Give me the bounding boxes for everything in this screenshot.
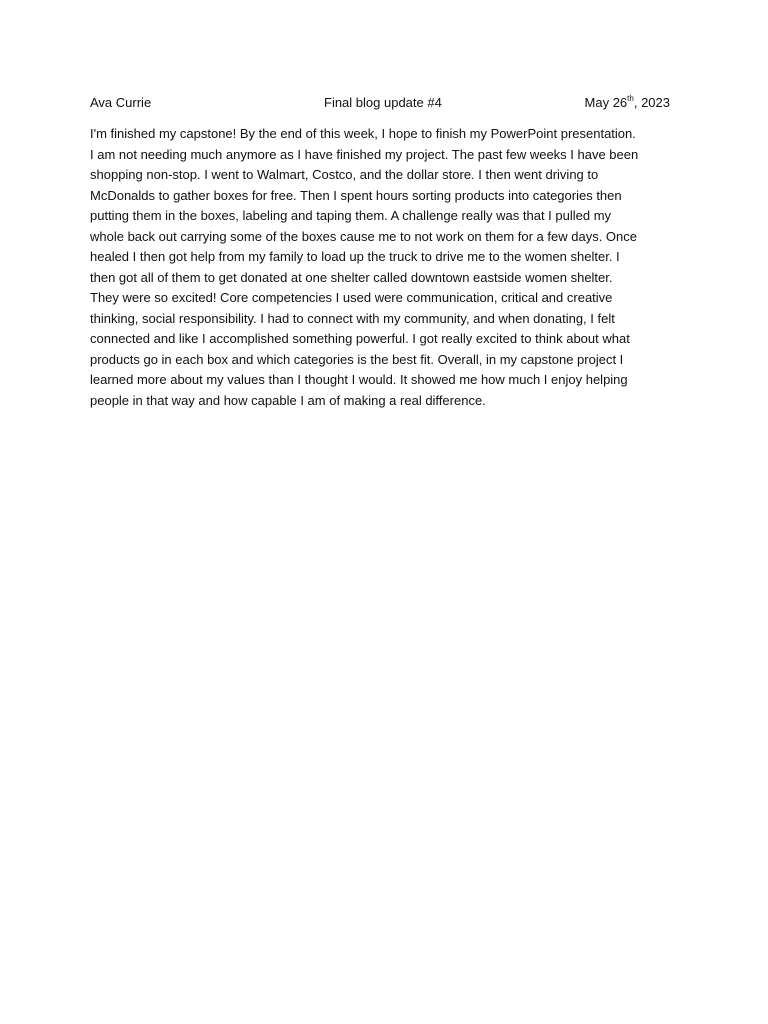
- body-line: I'm finished my capstone! By the end of this week, I hope to finish my PowerPoint presentation.: [90, 126, 636, 141]
- body-line: people in that way and how capable I am of making a real difference.: [90, 392, 486, 408]
- body-line: healed I then got help from my family to load up the truck to drive me to the women shelter. I: [90, 249, 620, 264]
- document-header: [90, 94, 670, 112]
- date-year: , 2023: [633, 95, 670, 110]
- body-line: I am not needing much anymore as I have finished my project. The past few weeks I have been: [90, 146, 639, 162]
- body-line: They were so excited! Core competencies I used were communication, critical and creative: [90, 290, 613, 305]
- body-line: putting them in the boxes, labeling and taping them. A challenge really was that I pulled my: [90, 208, 612, 223]
- date-day: May 26: [584, 95, 628, 110]
- body-line: then got all of them to get donated at one shelter called downtown eastside women shelter.: [90, 269, 613, 285]
- body-line: whole back out carrying some of the boxes cause me to not work on them for a few days. Once: [90, 228, 637, 244]
- body-line: shopping non-stop. I went to Walmart, Costco, and the dollar store. I then went driving to: [90, 167, 599, 182]
- body-line: thinking, social responsibility. I had to connect with my community, and when donating, I felt: [90, 310, 615, 326]
- body-line: McDonalds to gather boxes for free. Then I spent hours sorting products into categories then: [90, 187, 622, 203]
- body-line: learned more about my values than I thought I would. It showed me how much I enjoy helping: [90, 372, 628, 387]
- document-title: Final blog update #4: [324, 95, 442, 110]
- body-line: products go in each box and which categories is the best fit. Overall, in my capstone project I: [90, 351, 624, 367]
- author-name: Ava Currie: [90, 95, 152, 110]
- blog-body-paragraph: [90, 124, 680, 411]
- document-date: [585, 94, 670, 112]
- date-suffix: th: [627, 93, 634, 103]
- body-line: connected and like I accomplished something powerful. I got really excited to think about what: [90, 331, 630, 346]
